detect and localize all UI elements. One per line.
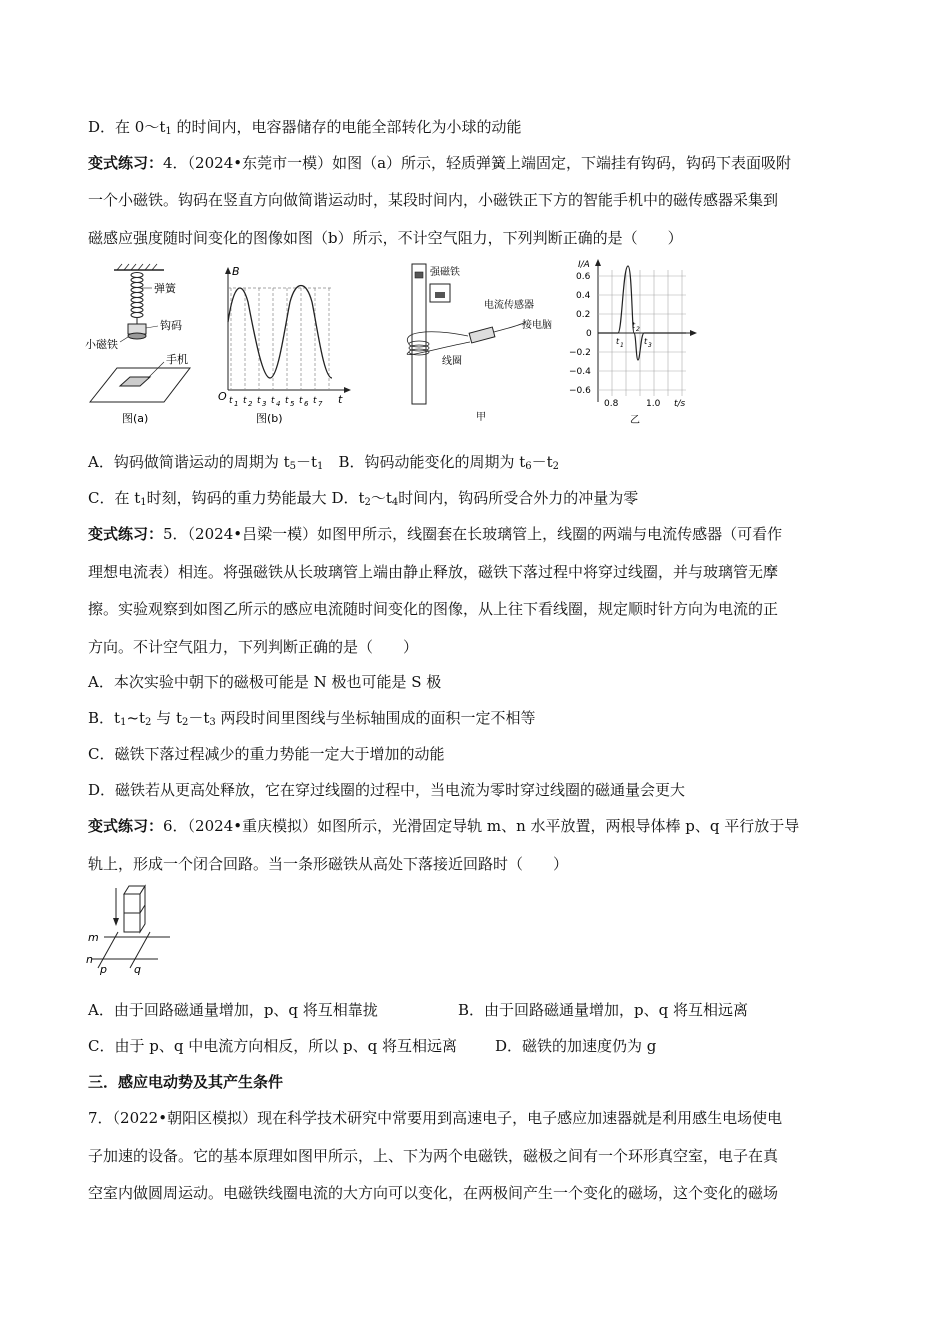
svg-text:t: t (338, 393, 343, 406)
svg-text:6: 6 (304, 400, 309, 408)
svg-text:t: t (229, 396, 233, 406)
svg-text:t/s: t/s (674, 399, 686, 409)
svg-text:2: 2 (248, 400, 253, 408)
svg-text:4: 4 (276, 400, 281, 408)
svg-text:0.4: 0.4 (576, 291, 591, 301)
q4-stem-line1: 变式练习：4．（2024•东莞市一模）如图（a）所示，轻质弹簧上端固定，下端挂有钩码，钩码下表面吸附 (88, 154, 792, 172)
figure-yi-current-graph (568, 256, 708, 428)
svg-text:5: 5 (290, 400, 295, 408)
svg-text:乙: 乙 (630, 415, 640, 426)
exercise-tag: 变式练习： (88, 525, 164, 543)
svg-text:7: 7 (318, 400, 323, 408)
svg-text:图(a): 图(a) (122, 412, 149, 425)
q4-options-ab (88, 452, 559, 477)
svg-text:3: 3 (262, 400, 267, 408)
svg-text:甲: 甲 (476, 412, 486, 423)
svg-text:t: t (257, 396, 261, 406)
svg-text:1.0: 1.0 (646, 399, 661, 409)
svg-text:O: O (218, 390, 227, 403)
q7-stem-line2: 子加速的设备。它的基本原理如图甲所示，上、下为两个电磁铁，磁极之间有一个环形真空室，电子在真 (88, 1147, 779, 1165)
svg-text:钩码: 钩码 (160, 319, 182, 332)
svg-text:图(b): 图(b) (256, 412, 283, 425)
svg-text:B: B (232, 265, 240, 278)
figure-b-b-t-graph (214, 262, 354, 427)
svg-text:1: 1 (620, 342, 624, 349)
figure-a-spring-weight (82, 262, 197, 427)
svg-text:强磁铁: 强磁铁 (430, 267, 460, 278)
svg-text:3: 3 (648, 342, 652, 349)
svg-text:−0.2: −0.2 (569, 348, 591, 358)
q3-option-d: D．在 $0\sim t_1$ 的时间内，电容器储存的电能全部转化为小球的动能 (88, 118, 522, 137)
figure-jia-tube-coil (398, 260, 558, 427)
q5-stem-line2: 理想电流表）相连。将强磁铁从长玻璃管上端由静止释放，磁铁下落过程中将穿过线圈，并与玻璃管无摩 (88, 563, 779, 581)
svg-text:t: t (299, 396, 303, 406)
q5-stem-line3: 擦。实验观察到如图乙所示的感应电流随时间变化的图像，从上往下看线圈，规定顺时针方向为电流的正 (88, 600, 779, 618)
svg-text:q: q (134, 963, 141, 976)
q6-option-c: C．由于 p、q 中电流方向相反，所以 p、q 将互相远离 (88, 1037, 457, 1055)
svg-text:t: t (243, 396, 247, 406)
q5-option-c: C．磁铁下落过程减少的重力势能一定大于增加的动能 (88, 745, 445, 763)
q6-stem-line1: 变式练习：6．（2024•重庆模拟）如图所示，光滑固定导轨 m、n 水平放置，两根导体棒 p、q 平行放于导 (88, 817, 800, 835)
q4-option-b: B．钩码动能变化的周期为 $t_6-t_2$ (338, 453, 560, 472)
svg-text:−0.4: −0.4 (569, 367, 591, 377)
q6-option-d: D．磁铁的加速度仍为 g (495, 1037, 657, 1055)
q4-option-a: A．钩码做简谐运动的周期为 $t_5-t_1$ (88, 453, 324, 472)
q4-option-d: D．$t_2\sim t_4$时间内，钩码所受合外力的冲量为零 (331, 489, 639, 508)
svg-text:t: t (271, 396, 275, 406)
svg-text:小磁铁: 小磁铁 (85, 338, 118, 351)
svg-text:线圈: 线圈 (442, 356, 462, 367)
q4-options-cd (88, 488, 638, 513)
q4-stem-line2: 一个小磁铁。钩码在竖直方向做简谐运动时，某段时间内，小磁铁正下方的智能手机中的磁传感器采集到 (88, 191, 779, 209)
svg-text:2: 2 (636, 326, 640, 333)
svg-text:t: t (616, 337, 620, 346)
svg-text:0.2: 0.2 (576, 310, 591, 320)
svg-text:接电脑: 接电脑 (522, 320, 552, 331)
exercise-tag: 变式练习： (88, 154, 164, 172)
q5-stem-line4: 方向。不计空气阻力，下列判断正确的是（ ） (88, 638, 419, 656)
svg-text:0.8: 0.8 (604, 399, 619, 409)
section-heading: 三．感应电动势及其产生条件 (88, 1073, 284, 1091)
figure-q6-rails-magnet (86, 880, 176, 978)
q7-stem-line1: 7．（2022•朝阳区模拟）现在科学技术研究中常要用到高速电子，电子感应加速器就是利用感生电场使电 (88, 1109, 783, 1127)
svg-text:t: t (285, 396, 289, 406)
q6-option-a: A．由于回路磁通量增加，p、q 将互相靠拢 (88, 1001, 378, 1019)
svg-text:−0.6: −0.6 (569, 386, 591, 396)
svg-text:手机: 手机 (166, 353, 188, 366)
svg-text:I/A: I/A (578, 260, 590, 270)
svg-text:p: p (100, 963, 107, 976)
q7-stem-line3: 空室内做圆周运动。电磁铁线圈电流的大方向可以变化，在两极间产生一个变化的磁场，这个变化的磁场 (88, 1184, 779, 1202)
q6-stem-line2: 轨上，形成一个闭合回路。当一条形磁铁从高处下落接近回路时（ ） (88, 855, 569, 873)
svg-text:电流传感器: 电流传感器 (484, 300, 534, 311)
svg-text:弹簧: 弹簧 (154, 282, 176, 295)
svg-text:n: n (86, 953, 93, 966)
q5-stem-line1: 变式练习：5．（2024•吕梁一模）如图甲所示，线圈套在长玻璃管上，线圈的两端与电流传感器（可看作 (88, 525, 783, 543)
q4-stem-line3: 磁感应强度随时间变化的图像如图（b）所示，不计空气阻力，下列判断正确的是（ ） (88, 229, 683, 247)
svg-text:0.6: 0.6 (576, 272, 591, 282)
q6-option-b: B．由于回路磁通量增加，p、q 将互相远离 (458, 1001, 748, 1019)
q5-option-a: A．本次实验中朝下的磁极可能是 N 极也可能是 S 极 (88, 673, 442, 691)
svg-text:t: t (632, 321, 636, 330)
q4-option-c: C．在 $t_1$时刻，钩码的重力势能最大 (88, 489, 327, 508)
exercise-tag: 变式练习： (88, 817, 164, 835)
svg-text:t: t (644, 337, 648, 346)
svg-text:1: 1 (234, 400, 239, 408)
svg-text:0: 0 (586, 329, 592, 339)
q5-option-d: D．磁铁若从更高处释放，它在穿过线圈的过程中，当电流为零时穿过线圈的磁通量会更大 (88, 781, 686, 799)
svg-text:t: t (313, 396, 317, 406)
svg-text:m: m (88, 931, 99, 944)
q5-option-b: B．$t_1\sim t_2$ 与 $t_2-t_3$ 两段时间里图线与坐标轴围成的面积一定不相等 (88, 709, 536, 728)
